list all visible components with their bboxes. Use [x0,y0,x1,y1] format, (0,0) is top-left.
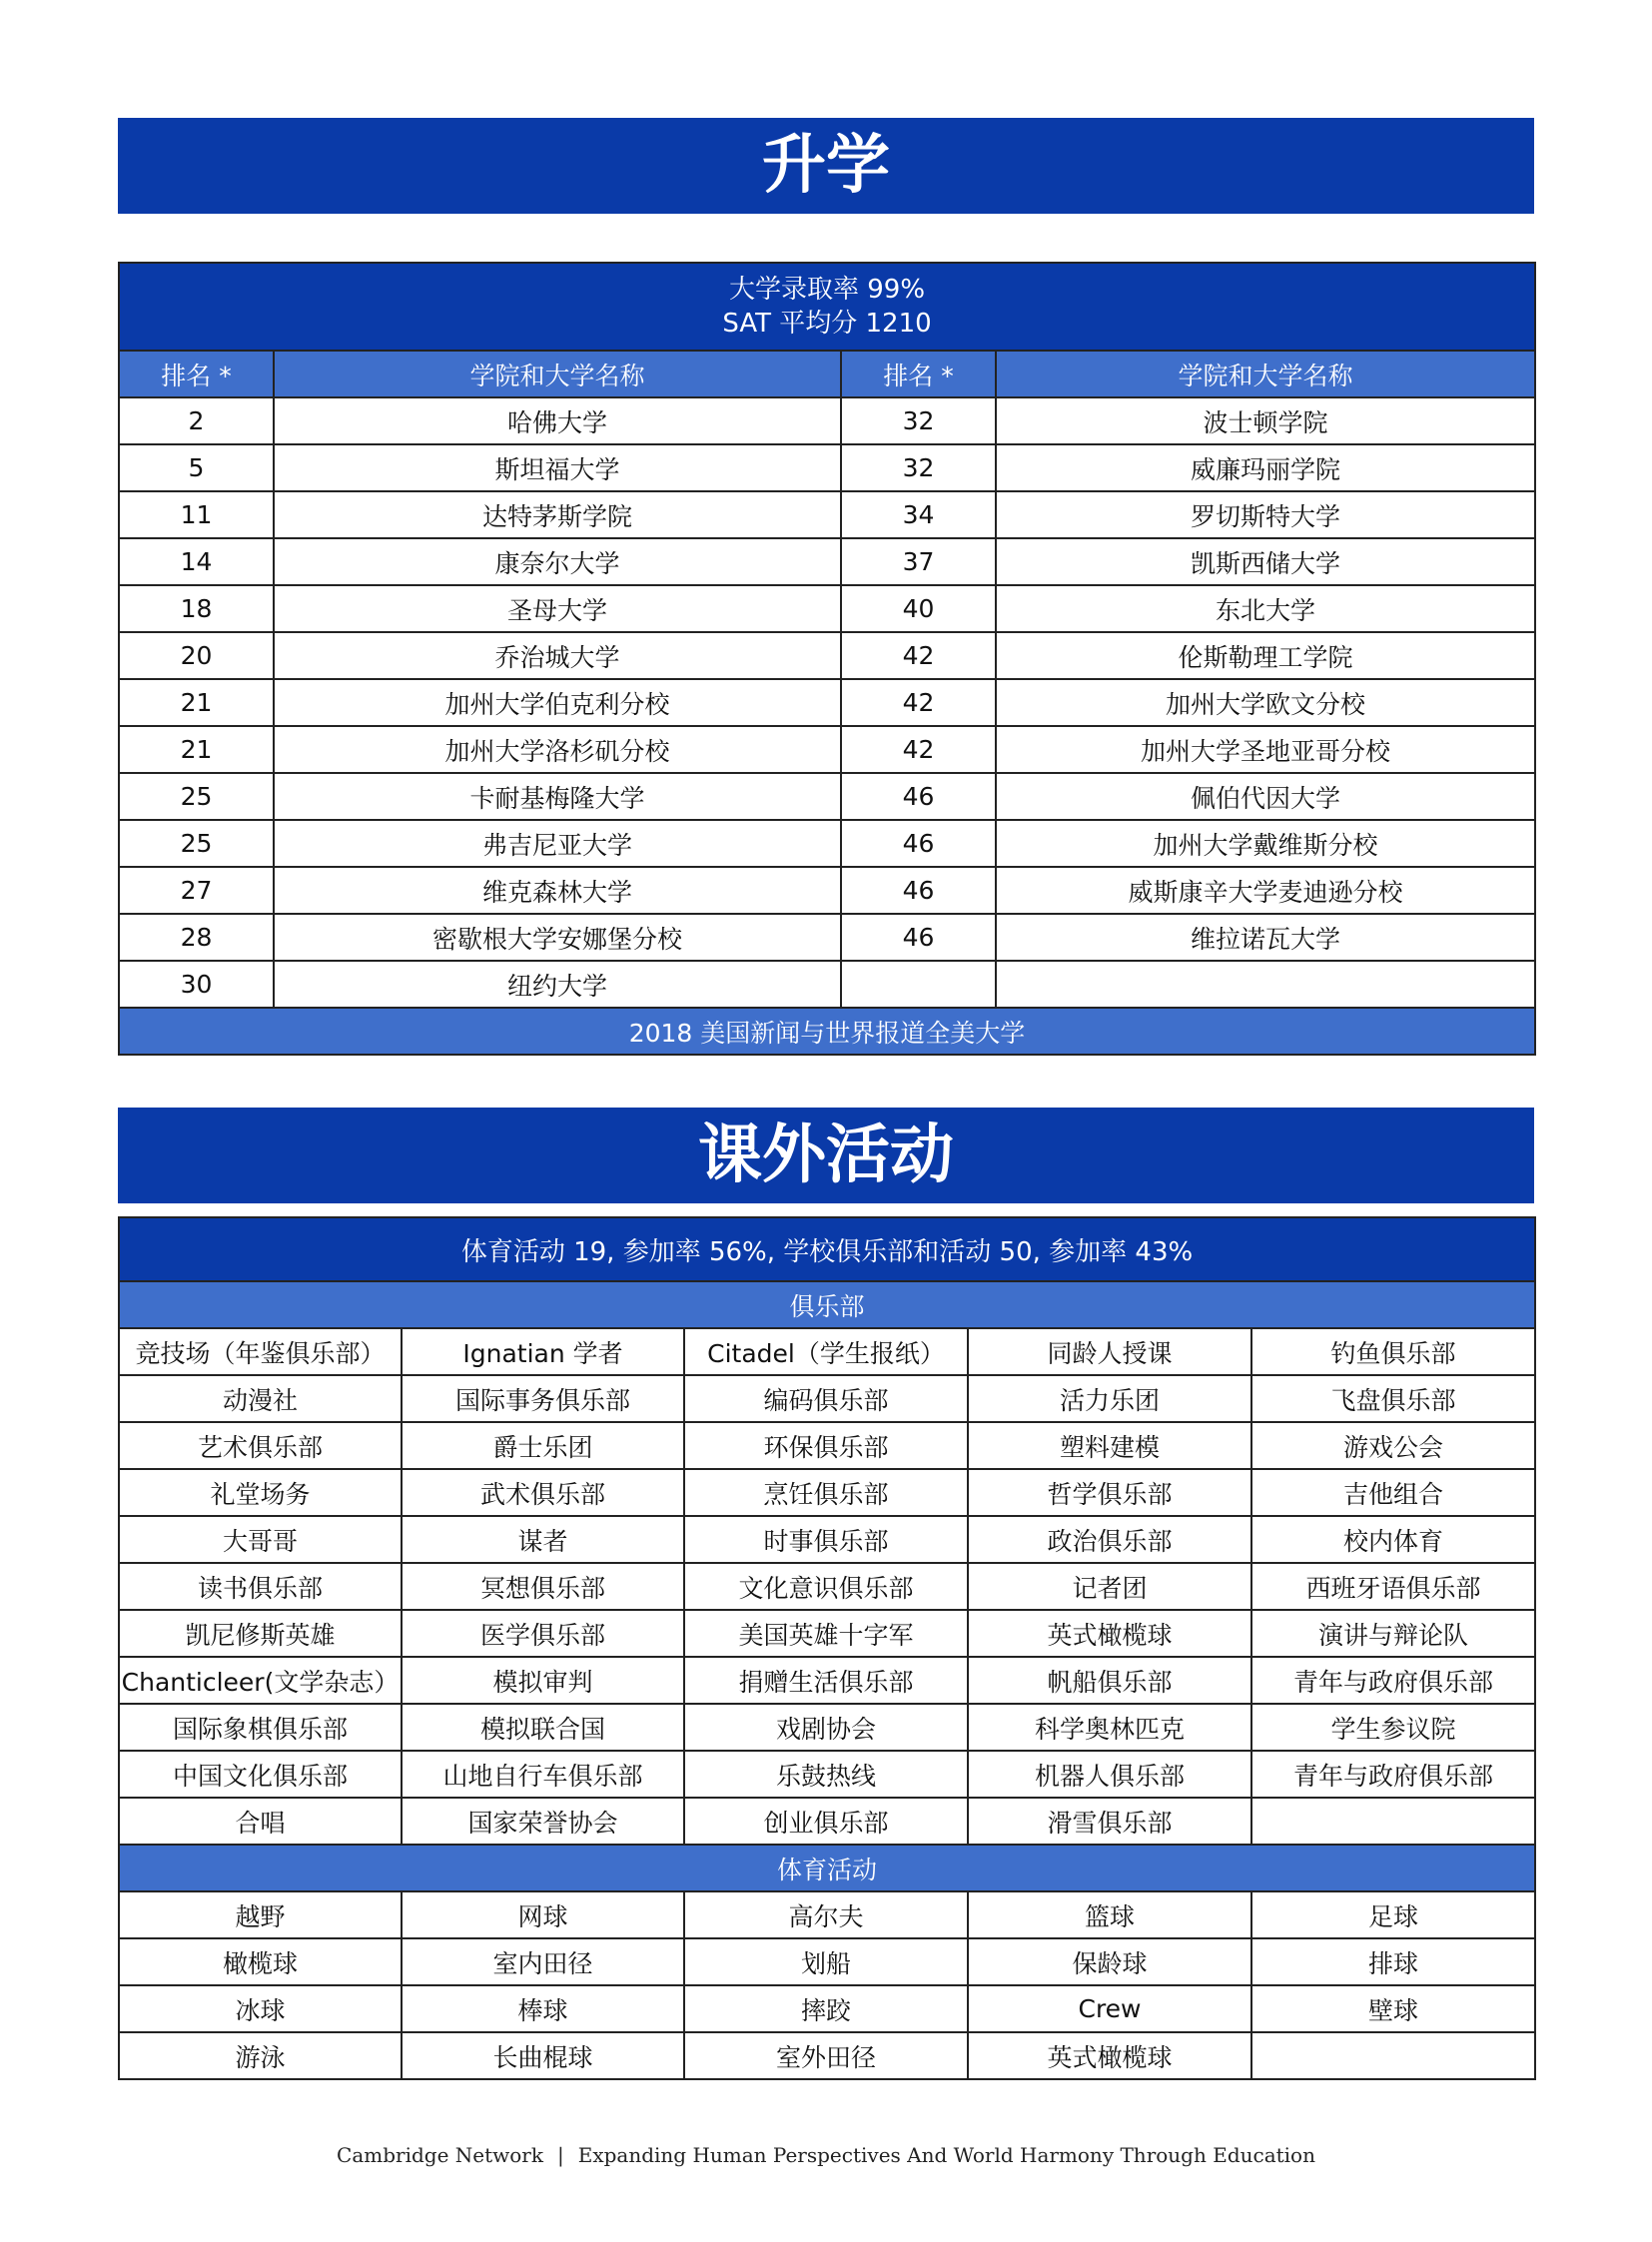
club-cell: 西班牙语俱乐部 [1251,1563,1535,1610]
table-row [119,444,1535,491]
club-cell: 爵士乐团 [402,1422,684,1469]
sport-cell: Crew [968,1985,1251,2032]
table-row [119,867,1535,914]
club-cell: 学生参议院 [1251,1704,1535,1751]
university-name-cell: 圣母大学 [274,585,841,632]
club-cell: 环保俱乐部 [684,1422,968,1469]
university-name-cell: 康奈尔大学 [274,538,841,585]
club-cell: 乐鼓热线 [684,1751,968,1798]
club-cell: 创业俱乐部 [684,1798,968,1845]
table-row [119,773,1535,820]
table-row [119,1798,1535,1845]
university-name-cell: 伦斯勒理工学院 [996,632,1535,679]
table-row [119,1422,1535,1469]
table-row [119,397,1535,444]
club-cell: 国际象棋俱乐部 [119,1704,402,1751]
club-cell: 医学俱乐部 [402,1610,684,1657]
sport-cell: 室外田径 [684,2032,968,2079]
club-cell: Citadel（学生报纸） [684,1328,968,1375]
club-cell [1251,1798,1535,1845]
club-cell: 科学奥林匹克 [968,1704,1251,1751]
activities-summary: 体育活动 19, 参加率 56%, 学校俱乐部和活动 50, 参加率 43% [119,1217,1535,1281]
club-cell: 国家荣誉协会 [402,1798,684,1845]
club-cell: 合唱 [119,1798,402,1845]
table-row [119,585,1535,632]
sat-average: SAT 平均分 1210 [722,309,932,339]
rank-cell: 25 [119,820,274,867]
table-row [119,1751,1535,1798]
sport-cell: 越野 [119,1891,402,1938]
club-cell: 礼堂场务 [119,1469,402,1516]
sport-cell: 游泳 [119,2032,402,2079]
admissions-table [118,262,1536,1056]
club-cell: 钓鱼俱乐部 [1251,1328,1535,1375]
club-cell: 模拟联合国 [402,1704,684,1751]
column-header-name: 学院和大学名称 [996,351,1535,397]
university-name-cell: 加州大学圣地亚哥分校 [996,726,1535,773]
column-header-name: 学院和大学名称 [274,351,841,397]
admissions-title: 升学 [118,118,1534,214]
club-cell: 中国文化俱乐部 [119,1751,402,1798]
club-cell: 大哥哥 [119,1516,402,1563]
club-cell: 文化意识俱乐部 [684,1563,968,1610]
rank-cell: 46 [841,773,996,820]
university-name-cell: 维拉诺瓦大学 [996,914,1535,961]
rank-cell: 32 [841,397,996,444]
table-row [119,914,1535,961]
footer-separator: | [556,2143,564,2167]
activities-title: 课外活动 [118,1108,1534,1203]
footer-org: Cambridge Network [337,2143,543,2167]
rank-cell: 40 [841,585,996,632]
university-name-cell: 卡耐基梅隆大学 [274,773,841,820]
university-name-cell: 加州大学欧文分校 [996,679,1535,726]
sport-cell: 保龄球 [968,1938,1251,1985]
club-cell: 飞盘俱乐部 [1251,1375,1535,1422]
university-name-cell: 达特茅斯学院 [274,491,841,538]
sport-cell: 足球 [1251,1891,1535,1938]
club-cell: Chanticleer(文学杂志） [119,1657,402,1704]
column-header-rank: 排名 * [841,351,996,397]
club-cell: 机器人俱乐部 [968,1751,1251,1798]
rank-cell: 46 [841,867,996,914]
club-cell: 国际事务俱乐部 [402,1375,684,1422]
club-cell: 活力乐团 [968,1375,1251,1422]
club-cell: 美国英雄十字军 [684,1610,968,1657]
club-cell: 记者团 [968,1563,1251,1610]
university-name-cell: 加州大学戴维斯分校 [996,820,1535,867]
university-name-cell: 弗吉尼亚大学 [274,820,841,867]
table-row [119,961,1535,1008]
rank-cell: 18 [119,585,274,632]
table-row [119,632,1535,679]
rank-cell: 20 [119,632,274,679]
page-footer [0,2143,1652,2167]
table-row [119,1375,1535,1422]
rank-cell: 32 [841,444,996,491]
table-row [119,1516,1535,1563]
university-name-cell [996,961,1535,1008]
rank-cell: 42 [841,632,996,679]
sport-cell: 划船 [684,1938,968,1985]
university-name-cell: 哈佛大学 [274,397,841,444]
table-row [119,1328,1535,1375]
university-name-cell: 东北大学 [996,585,1535,632]
club-cell: 冥想俱乐部 [402,1563,684,1610]
sport-cell: 网球 [402,1891,684,1938]
club-cell: Ignatian 学者 [402,1328,684,1375]
university-name-cell: 密歇根大学安娜堡分校 [274,914,841,961]
rank-cell: 25 [119,773,274,820]
rank-cell: 30 [119,961,274,1008]
rank-cell: 42 [841,726,996,773]
university-name-cell: 罗切斯特大学 [996,491,1535,538]
university-name-cell: 斯坦福大学 [274,444,841,491]
sport-cell: 排球 [1251,1938,1535,1985]
clubs-heading: 俱乐部 [119,1281,1535,1328]
table-row [119,1610,1535,1657]
university-name-cell: 佩伯代因大学 [996,773,1535,820]
rank-cell: 42 [841,679,996,726]
club-cell: 烹饪俱乐部 [684,1469,968,1516]
club-cell: 青年与政府俱乐部 [1251,1657,1535,1704]
table-row [119,726,1535,773]
club-cell: 同龄人授课 [968,1328,1251,1375]
club-cell: 艺术俱乐部 [119,1422,402,1469]
table-row [119,2032,1535,2079]
table-row [119,1985,1535,2032]
rank-cell: 14 [119,538,274,585]
club-cell: 英式橄榄球 [968,1610,1251,1657]
rank-cell: 27 [119,867,274,914]
university-name-cell: 纽约大学 [274,961,841,1008]
table-row [119,1938,1535,1985]
university-name-cell: 凯斯西储大学 [996,538,1535,585]
club-cell: 模拟审判 [402,1657,684,1704]
university-name-cell: 乔治城大学 [274,632,841,679]
activities-table [118,1216,1536,2080]
ranking-source-footnote: 2018 美国新闻与世界报道全美大学 [119,1008,1535,1055]
rank-cell: 46 [841,914,996,961]
university-name-cell: 波士顿学院 [996,397,1535,444]
rank-cell: 2 [119,397,274,444]
club-cell: 凯尼修斯英雄 [119,1610,402,1657]
club-cell: 校内体育 [1251,1516,1535,1563]
table-row [119,1469,1535,1516]
sport-cell: 橄榄球 [119,1938,402,1985]
club-cell: 塑料建模 [968,1422,1251,1469]
university-name-cell: 威斯康辛大学麦迪逊分校 [996,867,1535,914]
club-cell: 捐赠生活俱乐部 [684,1657,968,1704]
table-row [119,679,1535,726]
rank-cell [841,961,996,1008]
sport-cell: 冰球 [119,1985,402,2032]
acceptance-rate: 大学录取率 99% [728,275,926,305]
sport-cell: 摔跤 [684,1985,968,2032]
club-cell: 读书俱乐部 [119,1563,402,1610]
university-name-cell: 加州大学洛杉矶分校 [274,726,841,773]
club-cell: 戏剧协会 [684,1704,968,1751]
sport-cell: 长曲棍球 [402,2032,684,2079]
rank-cell: 46 [841,820,996,867]
rank-cell: 21 [119,679,274,726]
table-row [119,1657,1535,1704]
table-row [119,1704,1535,1751]
club-cell: 时事俱乐部 [684,1516,968,1563]
club-cell: 政治俱乐部 [968,1516,1251,1563]
sport-cell: 英式橄榄球 [968,2032,1251,2079]
club-cell: 哲学俱乐部 [968,1469,1251,1516]
club-cell: 编码俱乐部 [684,1375,968,1422]
club-cell: 演讲与辩论队 [1251,1610,1535,1657]
rank-cell: 5 [119,444,274,491]
club-cell: 青年与政府俱乐部 [1251,1751,1535,1798]
column-header-rank: 排名 * [119,351,274,397]
table-row [119,538,1535,585]
admissions-summary [119,263,1535,351]
sports-heading: 体育活动 [119,1845,1535,1891]
club-cell: 山地自行车俱乐部 [402,1751,684,1798]
university-name-cell: 威廉玛丽学院 [996,444,1535,491]
club-cell: 滑雪俱乐部 [968,1798,1251,1845]
sport-cell: 室内田径 [402,1938,684,1985]
sport-cell: 棒球 [402,1985,684,2032]
table-row [119,1891,1535,1938]
sport-cell: 篮球 [968,1891,1251,1938]
club-cell: 帆船俱乐部 [968,1657,1251,1704]
club-cell: 游戏公会 [1251,1422,1535,1469]
rank-cell: 37 [841,538,996,585]
club-cell: 谋者 [402,1516,684,1563]
university-name-cell: 加州大学伯克利分校 [274,679,841,726]
rank-cell: 11 [119,491,274,538]
club-cell: 动漫社 [119,1375,402,1422]
club-cell: 武术俱乐部 [402,1469,684,1516]
rank-cell: 34 [841,491,996,538]
sport-cell [1251,2032,1535,2079]
table-row [119,1563,1535,1610]
sport-cell: 高尔夫 [684,1891,968,1938]
rank-cell: 21 [119,726,274,773]
sport-cell: 壁球 [1251,1985,1535,2032]
rank-cell: 28 [119,914,274,961]
university-name-cell: 维克森林大学 [274,867,841,914]
club-cell: 吉他组合 [1251,1469,1535,1516]
footer-tagline: Expanding Human Perspectives And World Harmony Through Education [577,2143,1315,2167]
table-row [119,491,1535,538]
club-cell: 竞技场（年鉴俱乐部） [119,1328,402,1375]
table-row [119,820,1535,867]
